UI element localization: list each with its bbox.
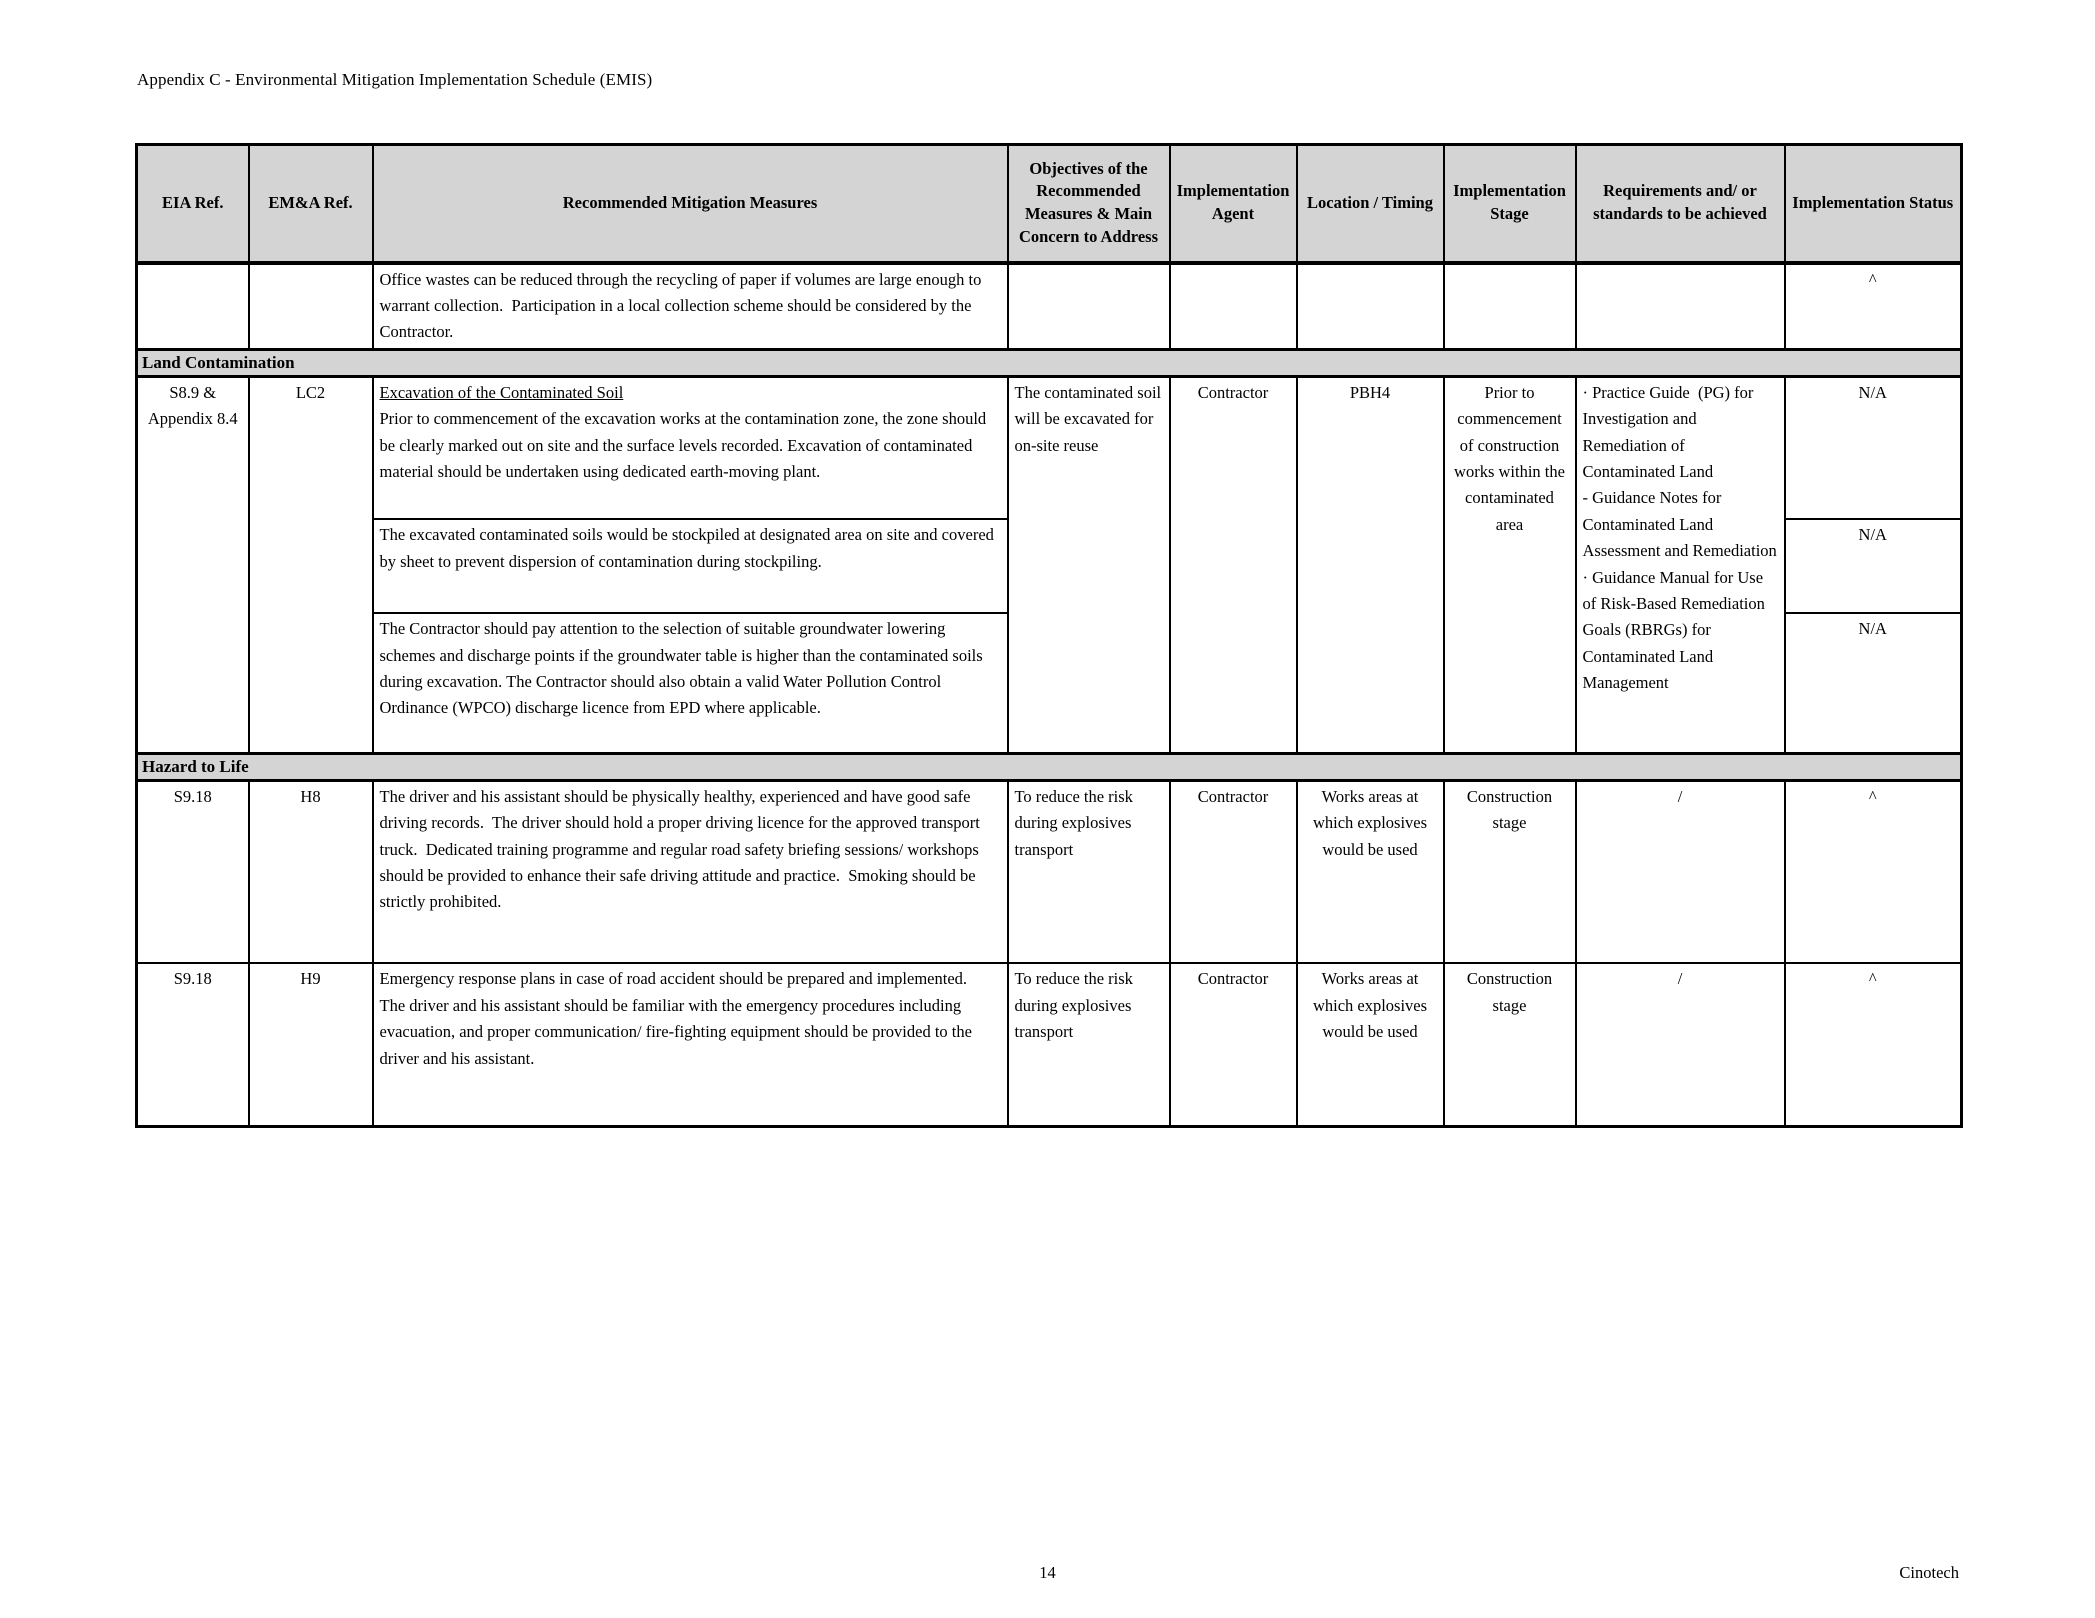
emis-table (135, 143, 1963, 1128)
cell-agent-h8: Contractor (1170, 780, 1297, 963)
col-header-stage: Implementation Stage (1444, 145, 1576, 263)
cell-measures-h8: The driver and his assistant should be physically healthy, experienced and have good safe driving records. The driver should hold a proper driving licence for the approved transport truck. Dedicated training programme and regular road safety briefing sessions/ workshops should be provided to enhance their safe driving attitude and practice. Smoking should be strictly prohibited. (373, 780, 1008, 963)
row-lc2-sub1 (137, 376, 1962, 519)
cell-agent-lc2: Contractor (1170, 376, 1297, 753)
col-header-ema-ref: EM&A Ref. (249, 145, 373, 263)
col-header-eia-ref: EIA Ref. (137, 145, 249, 263)
cell-requirements-h9: / (1576, 963, 1785, 1126)
requirement-item: - Guidance Notes for Contaminated Land Assessment and Remediation (1582, 488, 1777, 561)
section-label-hazard-to-life: Hazard to Life (137, 753, 1962, 780)
cell-status-h8: ^ (1785, 780, 1962, 963)
cell-eia-empty (137, 263, 249, 350)
cell-status-lc2-3: N/A (1785, 613, 1962, 753)
cell-requirements-h8: / (1576, 780, 1785, 963)
col-header-status: Implementation Status (1785, 145, 1962, 263)
cell-location-lc2: PBH4 (1297, 376, 1444, 753)
cell-ema-h9: H9 (249, 963, 373, 1126)
cell-agent-empty (1170, 263, 1297, 350)
requirement-item: · Guidance Manual for Use of Risk-Based Remediation Goals (RBRGs) for Contaminated Land Management (1582, 567, 1770, 693)
cell-stage-h9: Construction stage (1444, 963, 1576, 1126)
cell-status-lc2-1: N/A (1785, 376, 1962, 519)
cell-objectives-h8: To reduce the risk during explosives transport (1008, 780, 1170, 963)
row-h8 (137, 780, 1962, 963)
cell-ema-h8: H8 (249, 780, 373, 963)
col-header-requirements: Requirements and/ or standards to be achieved (1576, 145, 1785, 263)
cell-status-h9: ^ (1785, 963, 1962, 1126)
cell-eia-h8: S9.18 (137, 780, 249, 963)
cell-status-lc2-2: N/A (1785, 519, 1962, 613)
table-header-row (137, 145, 1962, 263)
doc-title: Appendix C - Environmental Mitigation Implementation Schedule (EMIS) (137, 70, 653, 89)
col-header-agent: Implementation Agent (1170, 145, 1297, 263)
cell-measures-lc2-2: The excavated contaminated soils would be stockpiled at designated area on site and covered by sheet to prevent dispersion of contamination during stockpiling. (373, 519, 1008, 613)
measure-heading-excavation: Excavation of the Contaminated Soil (379, 382, 624, 402)
cell-requirements-lc2 (1576, 376, 1785, 753)
cell-measures-office-waste: Office wastes can be reduced through the recycling of paper if volumes are large enough to warrant collection. Participation in a local collection scheme should be considered by the Contractor. (373, 263, 1008, 350)
cell-ema-empty (249, 263, 373, 350)
section-label-land-contamination: Land Contamination (137, 349, 1962, 376)
cell-location-empty (1297, 263, 1444, 350)
cell-location-h8: Works areas at which explosives would be used (1297, 780, 1444, 963)
cell-ema-lc2: LC2 (249, 376, 373, 753)
col-header-location: Location / Timing (1297, 145, 1444, 263)
cell-measures-lc2-3: The Contractor should pay attention to the selection of suitable groundwater lowering schemes and discharge points if the groundwater table is higher than the contaminated soils during excavation. The Contractor should also obtain a valid Water Pollution Control Ordinance (WPCO) discharge licence from EPD where applicable. (373, 613, 1008, 753)
page-number: 14 (1039, 1563, 1056, 1582)
row-carryover-waste (137, 263, 1962, 350)
cell-stage-lc2: Prior to commencement of construction works within the contaminated area (1444, 376, 1576, 753)
cell-measures-lc2-1: Excavation of the Contaminated Soil Prior to commencement of the excavation works at the contamination zone, the zone should be clearly marked out on site and the surface levels recorded. Excavation of contaminated material should be undertaken using dedicated earth-moving plant. (373, 376, 1008, 519)
cell-objectives-h9: To reduce the risk during explosives transport (1008, 963, 1170, 1126)
row-h9 (137, 963, 1962, 1126)
cell-stage-h8: Construction stage (1444, 780, 1576, 963)
cell-agent-h9: Contractor (1170, 963, 1297, 1126)
cell-status-caret: ^ (1785, 263, 1962, 350)
cell-objectives-empty (1008, 263, 1170, 350)
cell-stage-empty (1444, 263, 1576, 350)
section-row-hazard-to-life (137, 753, 1962, 780)
cell-measures-h9: Emergency response plans in case of road accident should be prepared and implemented. The driver and his assistant should be familiar with the emergency procedures including evacuation, and proper communication/ fire-fighting equipment should be provided to the driver and his assistant. (373, 963, 1008, 1126)
cell-requirements-empty (1576, 263, 1785, 350)
cell-eia-lc2: S8.9 & Appendix 8.4 (137, 376, 249, 753)
requirement-item: · Practice Guide (PG) for Investigation and Remediation of Contaminated Land (1582, 382, 1758, 481)
cell-location-h9: Works areas at which explosives would be used (1297, 963, 1444, 1126)
cell-objectives-lc2: The contaminated soil will be excavated for on-site reuse (1008, 376, 1170, 753)
section-row-land-contamination (137, 349, 1962, 376)
cell-eia-h9: S9.18 (137, 963, 249, 1126)
footer-brand: Cinotech (1899, 1563, 1959, 1582)
col-header-objectives: Objectives of the Recommended Measures & Main Concern to Address (1008, 145, 1170, 263)
col-header-measures: Recommended Mitigation Measures (373, 145, 1008, 263)
